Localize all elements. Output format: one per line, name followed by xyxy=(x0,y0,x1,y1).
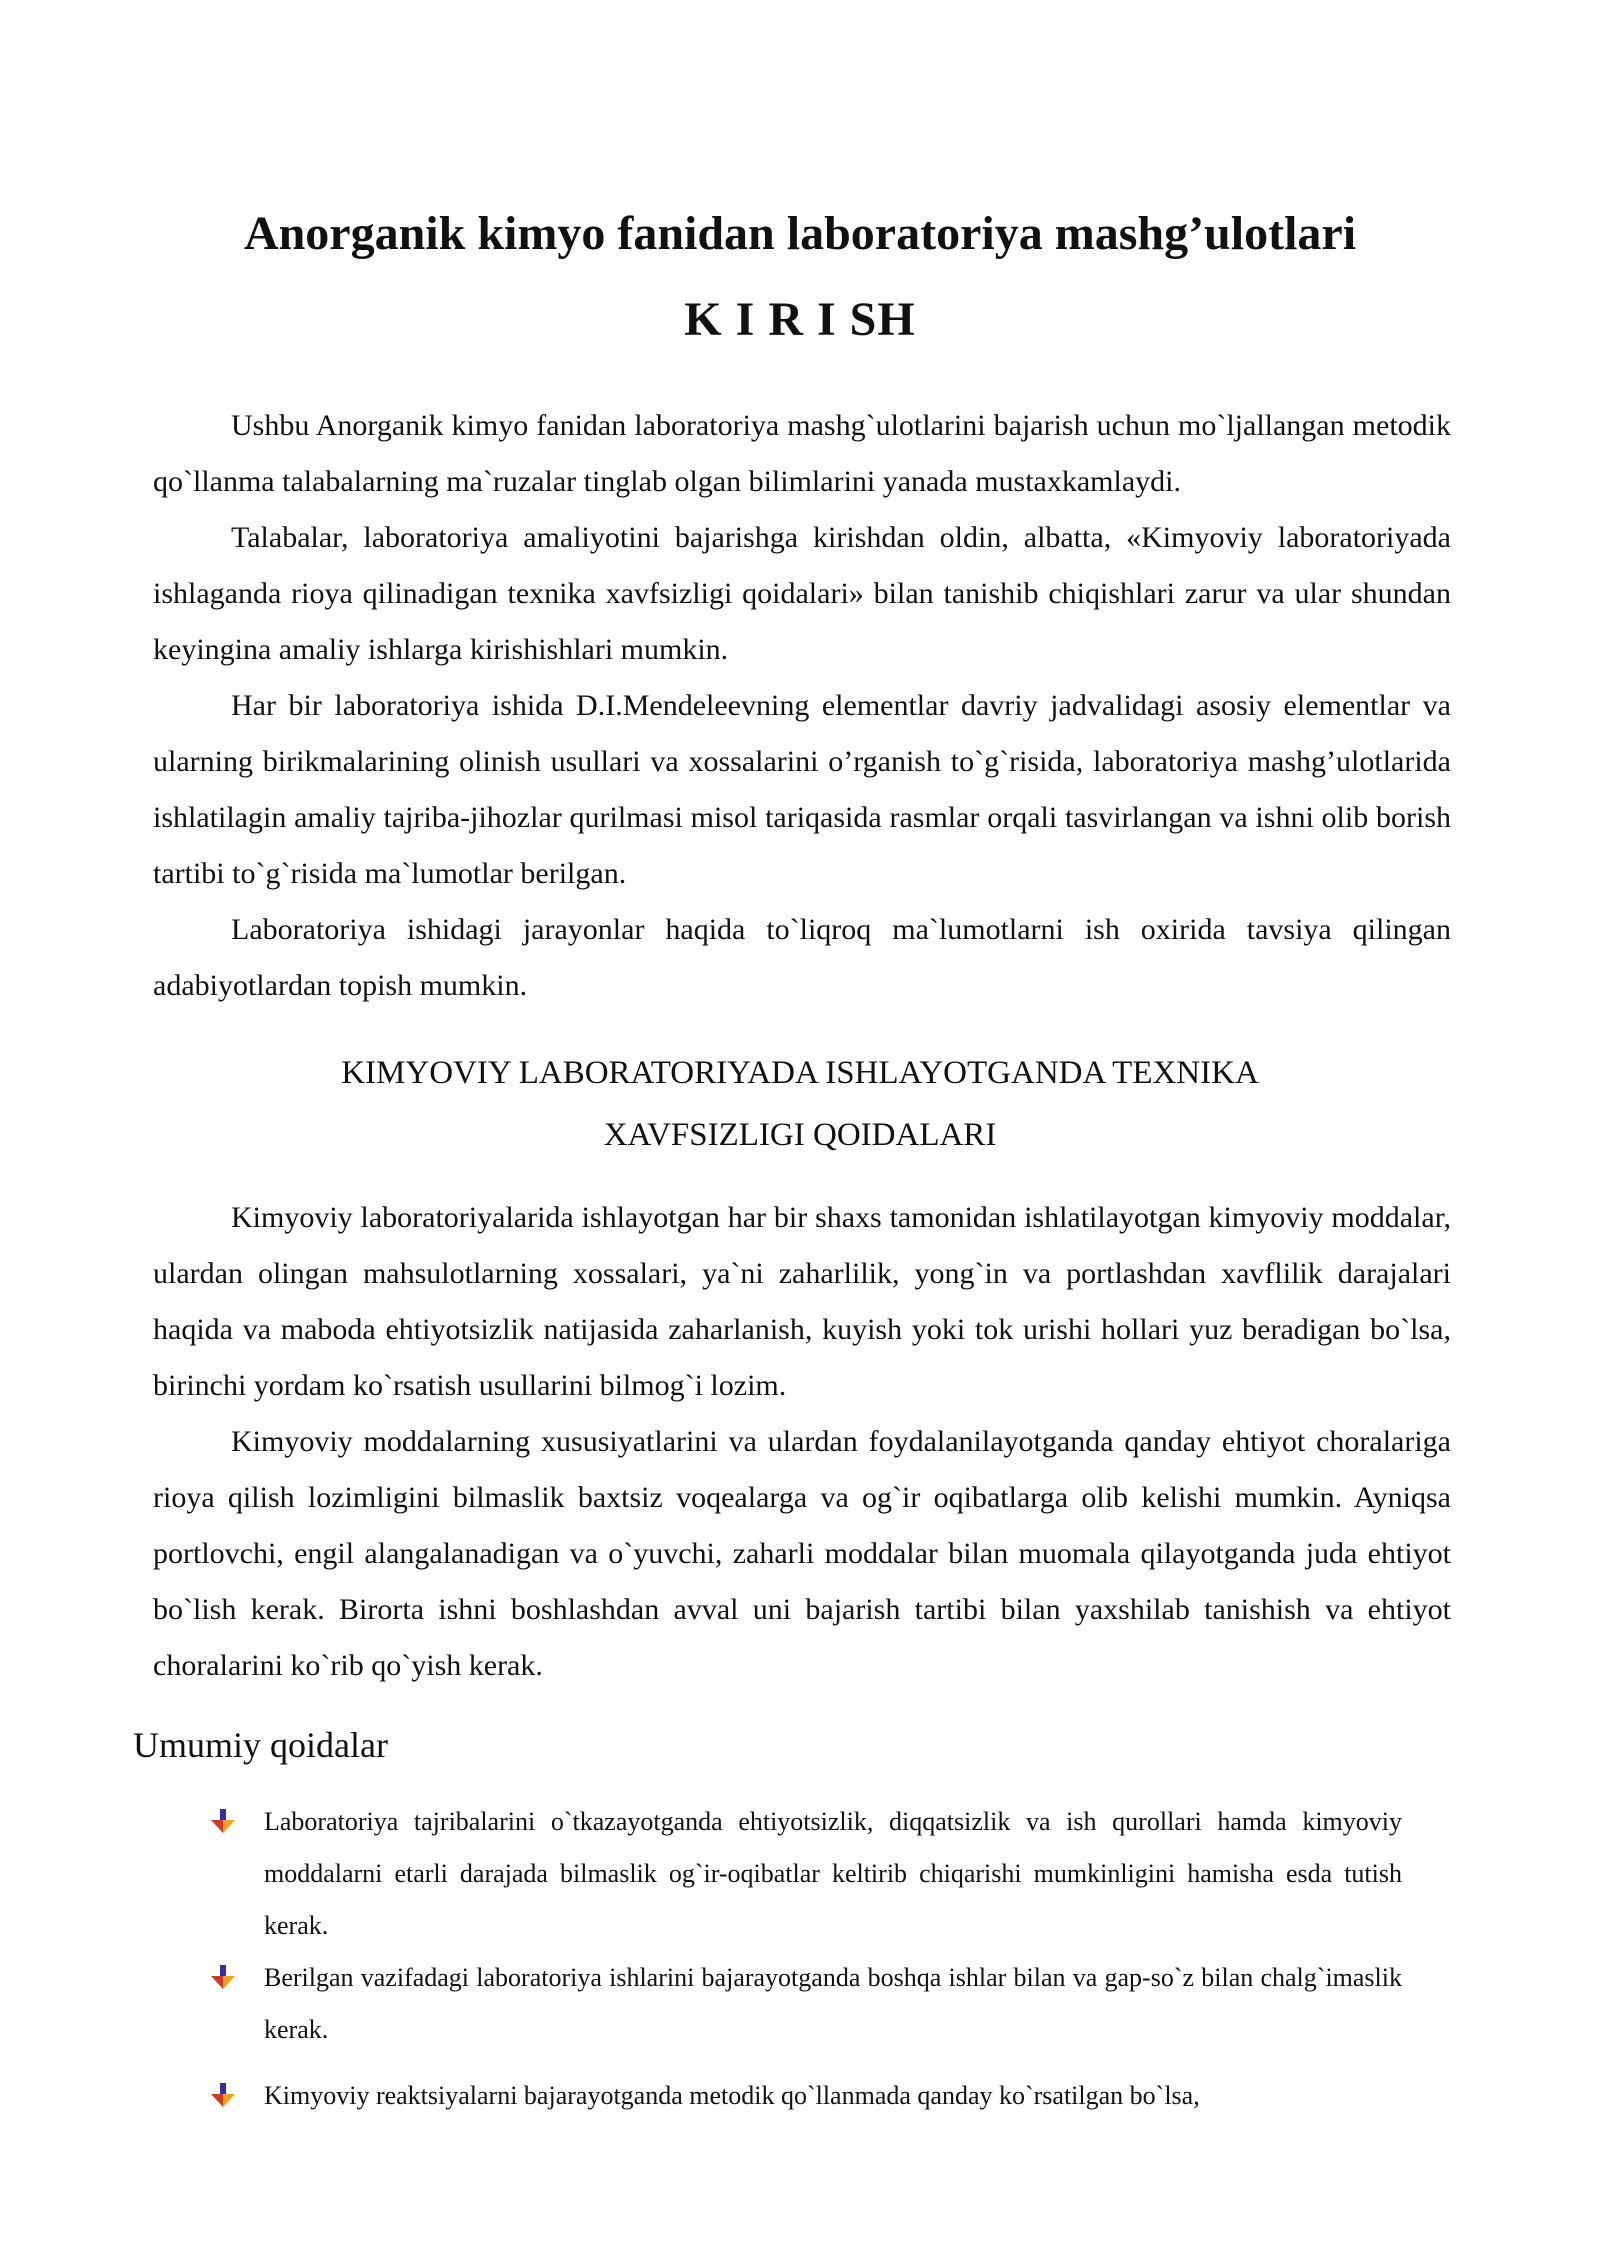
safety-section xyxy=(153,1190,1451,1694)
general-rules-heading: Umumiy qoidalar xyxy=(133,1725,388,1765)
intro-paragraph-4: Laboratoriya ishidagi jarayonlar haqida to`liqroq ma`lumotlarni ish oxirida tavsiya qilingan adabiyotlardan topish mumkin. xyxy=(153,913,1451,1002)
intro-paragraph-3: Har bir laboratoriya ishida D.I.Mendeleevning elementlar davriy jadvalidagi asosiy elementlar va ularning birikmalarining olinish usullari va xossalarini o’rganish to`g`risida, laboratoriya mashg’ulotlarida ishlatilagin amaliy tajriba-jihozlar qurilmasi misol tariqasida rasmlar orqali tasvirlangan va ishni olib borish tartibi to`g`risida ma`lumotlar berilgan. xyxy=(153,689,1451,890)
introduction-heading: K I R I SH xyxy=(684,293,916,346)
down-arrow-bullet-icon xyxy=(210,1808,236,1834)
list-item xyxy=(210,1796,1402,1952)
document-title: Anorganik kimyo fanidan laboratoriya mashg’ulotlari xyxy=(243,207,1357,260)
down-arrow-bullet-icon xyxy=(210,2082,236,2108)
intro-paragraph-1: Ushbu Anorganik kimyo fanidan laboratoriya mashg`ulotlarini bajarish uchun mo`ljallangan metodik qo`llanma talabalarning ma`ruzalar tinglab olgan bilimlarini yanada mustaxkamlaydi. xyxy=(153,409,1451,498)
safety-section-title xyxy=(0,1042,1600,1166)
list-item xyxy=(210,1952,1402,2056)
introduction-section xyxy=(153,398,1451,1014)
rule-text-2: Berilgan vazifadagi laboratoriya ishlarini bajarayotganda boshqa ishlar bilan va gap-so`z bilan chalg`imaslik kerak. xyxy=(264,1963,1402,2044)
safety-title-line-1: KIMYOVIY LABORATORIYADA ISHLAYOTGANDA TEXNIKA xyxy=(341,1055,1259,1091)
list-item xyxy=(210,2070,1402,2122)
rules-list xyxy=(210,1796,1402,2122)
intro-paragraph-2: Talabalar, laboratoriya amaliyotini bajarishga kirishdan oldin, albatta, «Kimyoviy laboratoriyada ishlaganda rioya qilinadigan texnika xavfsizligi qoidalari» bilan tanishib chiqishlari zarur va ular shundan keyingina amaliy ishlarga kirishishlari mumkin. xyxy=(153,521,1451,666)
safety-paragraph-1: Kimyoviy laboratoriyalarida ishlayotgan har bir shaxs tamonidan ishlatilayotgan kimyoviy moddalar, ulardan olingan mahsulotlarning xossalari, ya`ni zaharlilik, yong`in va portlashdan xavflilik darajalari haqida va maboda ehtiyotsizlik natijasida zaharlanish, kuyish yoki tok urishi hollari yuz beradigan bo`lsa, birinchi yordam ko`rsatish usullarini bilmog`i lozim. xyxy=(153,1201,1451,1402)
safety-paragraph-2: Kimyoviy moddalarning xususiyatlarini va ulardan foydalanilayotganda qanday ehtiyot choralariga rioya qilish lozimligini bilmaslik baxtsiz voqealarga va og`ir oqibatlarga olib kelishi mumkin. Ayniqsa portlovchi, engil alangalanadigan va o`yuvchi, zaharli moddalar bilan muomala qilayotganda juda ehtiyot bo`lish kerak. Birorta ishni boshlashdan avval uni bajarish tartibi bilan yaxshilab tanishish va ehtiyot choralarini ko`rib qo`yish kerak. xyxy=(153,1425,1451,1682)
rule-text-1: Laboratoriya tajribalarini o`tkazayotganda ehtiyotsizlik, diqqatsizlik va ish qurollari hamda kimyoviy moddalarni etarli darajada bilmaslik og`ir-oqibatlar keltirib chiqarishi mumkinligini hamisha esda tutish kerak. xyxy=(264,1807,1402,1940)
down-arrow-bullet-icon xyxy=(210,1964,236,1990)
rule-text-3: Kimyoviy reaktsiyalarni bajarayotganda metodik qo`llanmada qanday ko`rsatilgan bo`lsa, xyxy=(264,2081,1200,2110)
safety-title-line-2: XAVFSIZLIGI QOIDALARI xyxy=(603,1117,997,1153)
